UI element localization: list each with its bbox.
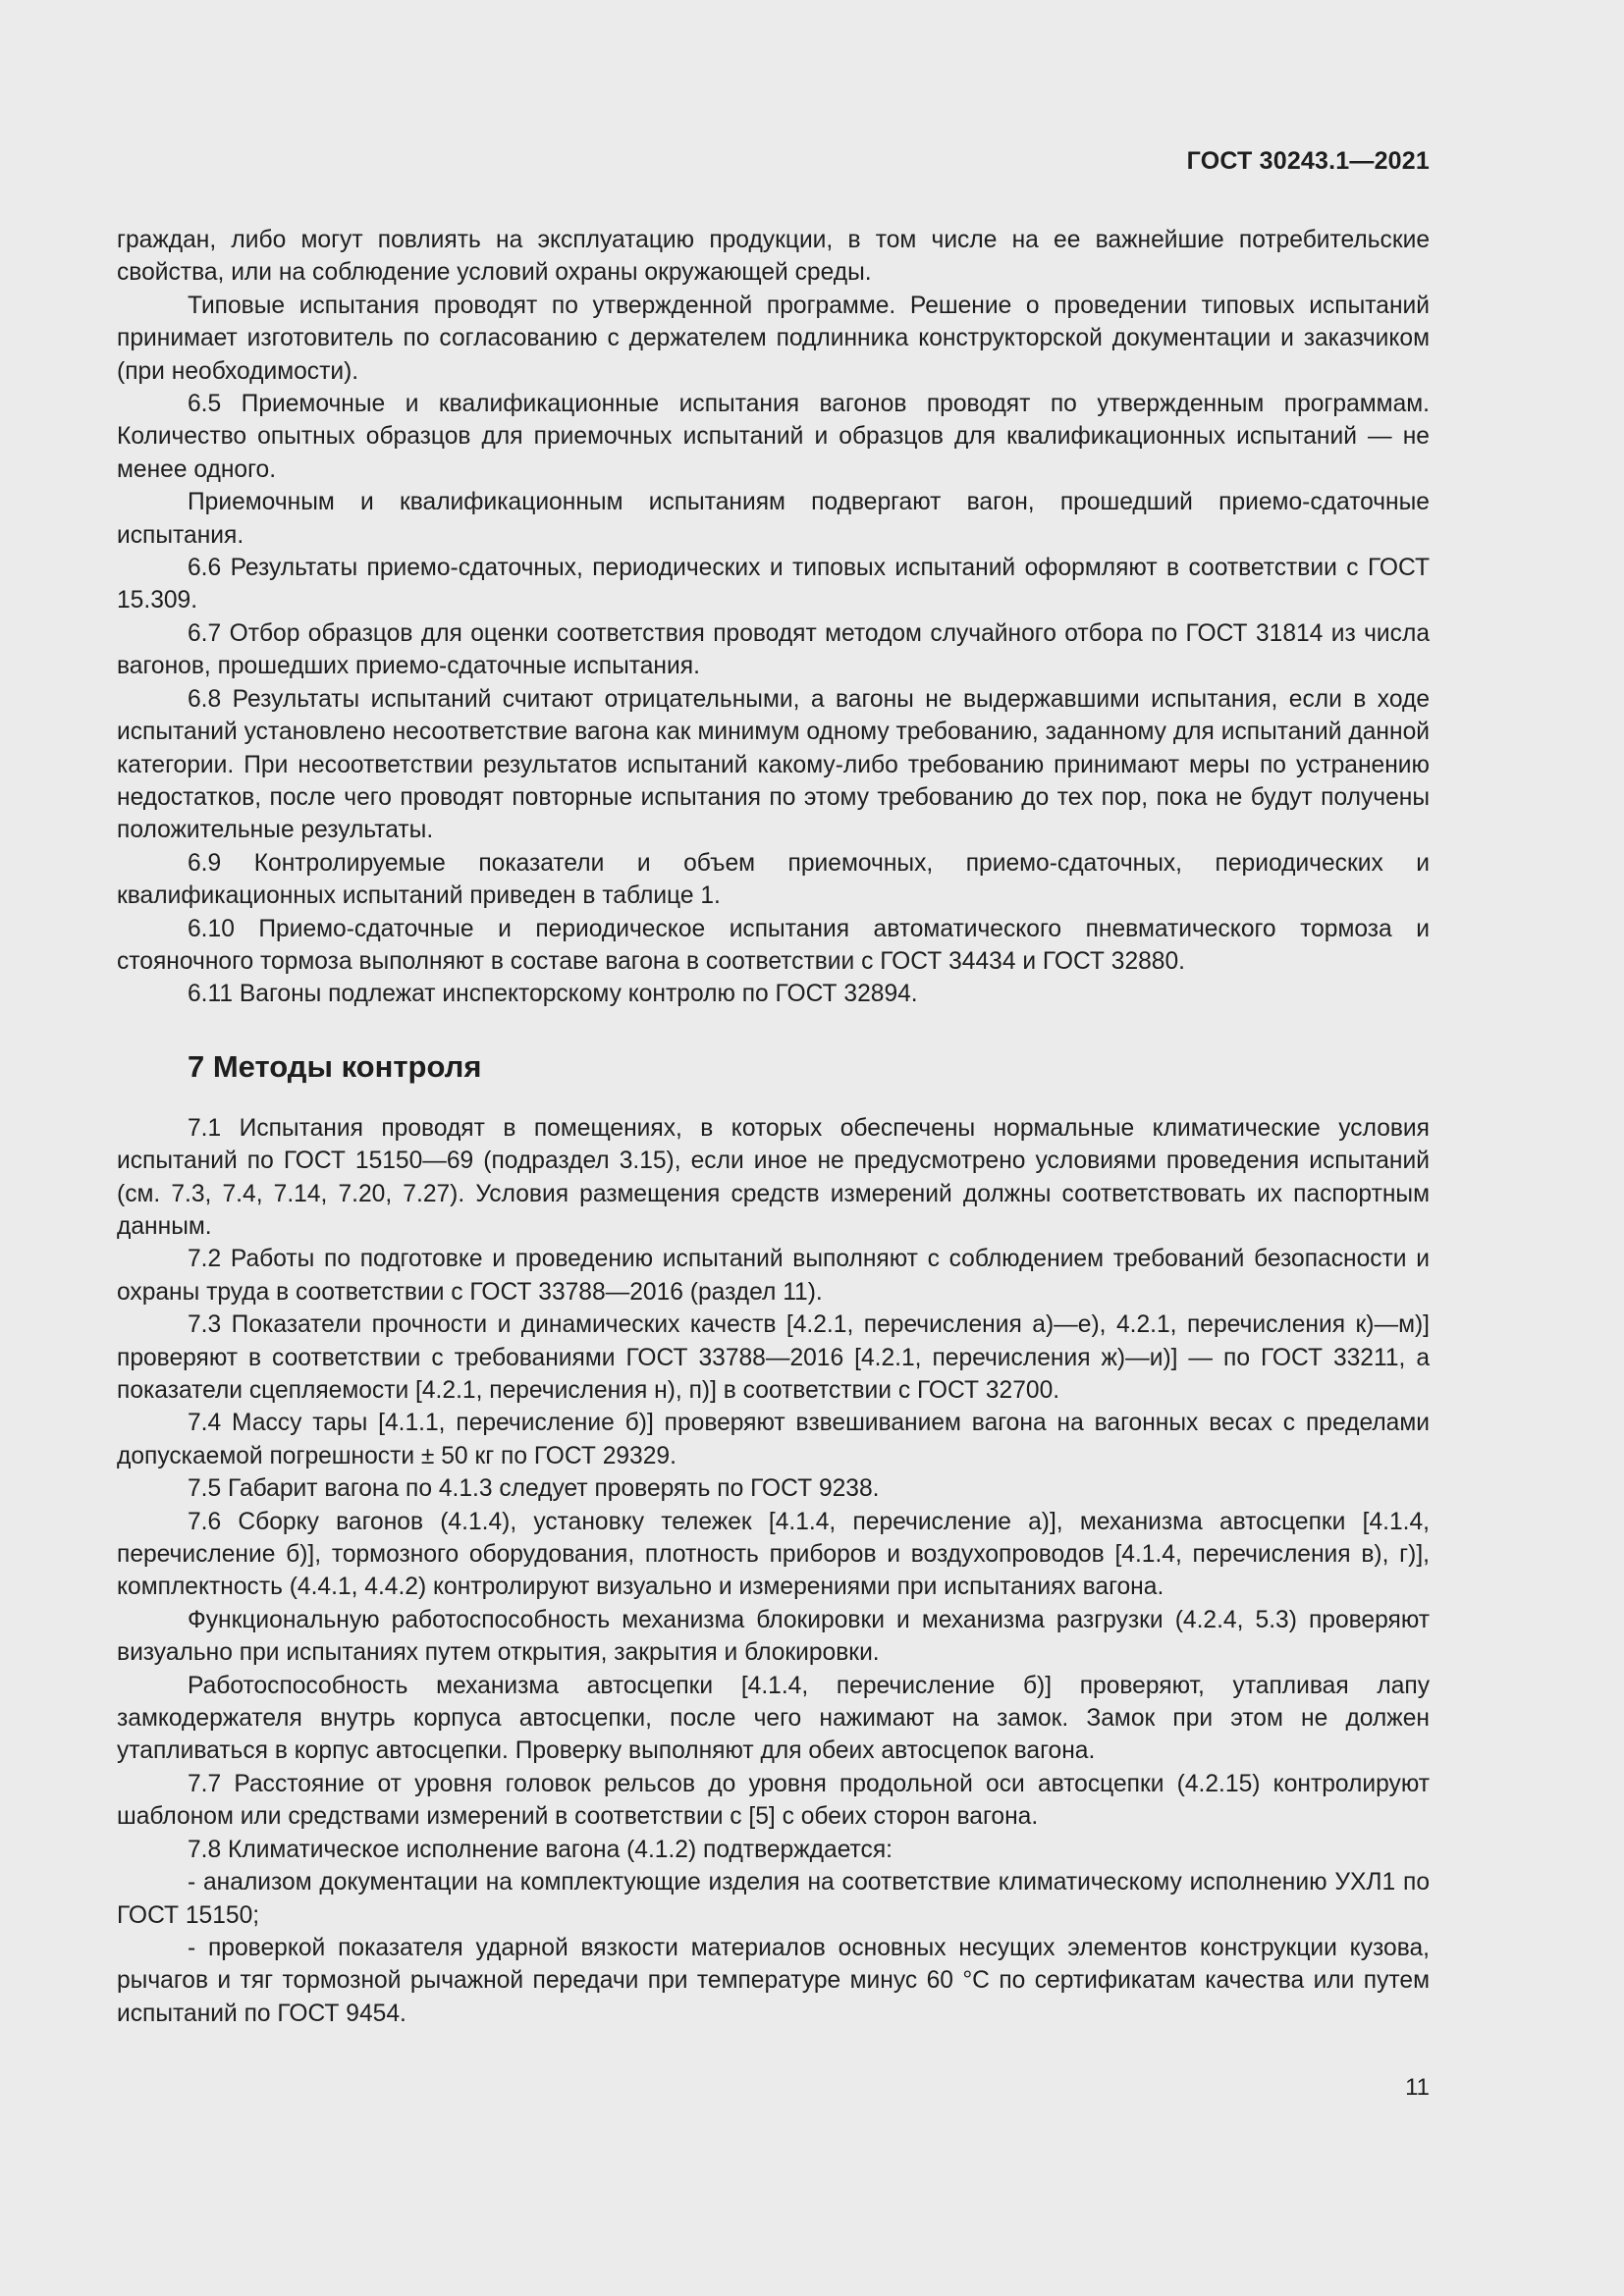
paragraph: - анализом документации на комплектующие изделия на соответствие климатическому исполнению УХЛ1 по ГОСТ 15150; bbox=[117, 1869, 1430, 1929]
paragraph: 7.4 Массу тары [4.1.1, перечисление б)] проверяют взвешиванием вагона на вагонных весах с пределами допускаемой погрешности ± 50 кг по ГОСТ 29329. bbox=[117, 1410, 1430, 1469]
page-content bbox=[117, 224, 1430, 2030]
paragraphs-after-section bbox=[117, 1112, 1430, 2030]
paragraph: Приемочным и квалификационным испытаниям подвергают вагон, прошедший приемо-сдаточные испытания. bbox=[117, 489, 1430, 549]
paragraph: 6.6 Результаты приемо-сдаточных, периодических и типовых испытаний оформляют в соответствии с ГОСТ 15.309. bbox=[117, 555, 1430, 614]
paragraph: Типовые испытания проводят по утвержденной программе. Решение о проведении типовых испытаний принимает изготовитель по согласованию с держателем подлинника конструкторской документации и заказчиком (при необходимости). bbox=[117, 292, 1430, 385]
section-title: 7 Методы контроля bbox=[188, 1048, 482, 1084]
paragraph: 7.2 Работы по подготовке и проведению испытаний выполняют с соблюдением требований безопасности и охраны труда в соответствии с ГОСТ 33788—2016 (раздел 11). bbox=[117, 1246, 1430, 1306]
paragraph: Функциональную работоспособность механизма блокировки и механизма разгрузки (4.2.4, 5.3) проверяют визуально при испытаниях путем открытия, закрытия и блокировки. bbox=[117, 1606, 1430, 1667]
paragraph: граждан, либо могут повлиять на эксплуатацию продукции, в том числе на ее важнейшие потребительские свойства, или на соблюдение условий охраны окружающей среды. bbox=[117, 227, 1430, 287]
page-number: 11 bbox=[1405, 2074, 1430, 2101]
paragraph: 6.11 Вагоны подлежат инспекторскому контролю по ГОСТ 32894. bbox=[188, 981, 918, 1008]
paragraph: 7.8 Климатическое исполнение вагона (4.1.2) подтверждается: bbox=[188, 1836, 893, 1863]
paragraph: 7.5 Габарит вагона по 4.1.3 следует проверять по ГОСТ 9238. bbox=[188, 1475, 880, 1503]
paragraph: 6.9 Контролируемые показатели и объем приемочных, приемо-сдаточных, периодических и квалификационных испытаний приведен в таблице 1. bbox=[117, 849, 1430, 910]
paragraph: 6.5 Приемочные и квалификационные испытания вагонов проводят по утвержденным программам. Количество опытных образцов для приемочных испытаний и образцов для квалификационных испытаний — не менее одного. bbox=[117, 391, 1430, 483]
paragraph: 7.6 Сборку вагонов (4.1.4), установку тележек [4.1.4, перечисление а)], механизма автосцепки [4.1.4, перечисление б)], тормозного оборудования, плотность приборов и воздухопроводов [4.1.4, перечисления в), г)], комплектность (4.4.1, 4.4.2) контролируют визуально и измерениями при испытаниях вагона. bbox=[117, 1508, 1430, 1601]
paragraph: 6.10 Приемо-сдаточные и периодическое испытания автоматического пневматического тормоза и стояночного тормоза выполняют в составе вагона в соответствии с ГОСТ 34434 и ГОСТ 32880. bbox=[117, 915, 1430, 975]
paragraphs-before-section bbox=[117, 224, 1430, 1011]
paragraph: 6.8 Результаты испытаний считают отрицательными, а вагоны не выдержавшими испытания, если в ходе испытаний установлено несоответствие вагона как минимум одному требованию, заданному для испытаний данной категории. При несоответствии результатов испытаний какому-либо требованию принимают меры по устранению недостатков, после чего проводят повторные испытания по этому требованию до тех пор, пока не будут получены положительные результаты. bbox=[117, 685, 1430, 844]
paragraph: - проверкой показателя ударной вязкости материалов основных несущих элементов конструкции кузова, рычагов и тяг тормозной рычажной передачи при температуре минус 60 °С по сертификатам качества или путем испытаний по ГОСТ 9454. bbox=[117, 1934, 1430, 2027]
paragraph: 6.7 Отбор образцов для оценки соответствия проводят методом случайного отбора по ГОСТ 31814 из числа вагонов, прошедших приемо-сдаточные испытания. bbox=[117, 619, 1430, 680]
document-header-id: ГОСТ 30243.1—2021 bbox=[1186, 147, 1430, 175]
paragraph: 7.7 Расстояние от уровня головок рельсов до уровня продольной оси автосцепки (4.2.15) контролируют шаблоном или средствами измерений в соответствии с [5] с обеих сторон вагона. bbox=[117, 1770, 1430, 1831]
paragraph: Работоспособность механизма автосцепки [4.1.4, перечисление б)] проверяют, утапливая лапу замкодержателя внутрь корпуса автосцепки, после чего нажимают на замок. Замок при этом не должен утапливаться в корпус автосцепки. Проверку выполняют для обеих автосцепок вагона. bbox=[117, 1672, 1430, 1765]
paragraph: 7.1 Испытания проводят в помещениях, в которых обеспечены нормальные климатические условия испытаний по ГОСТ 15150—69 (подраздел 3.15), если иное не предусмотрено условиями проведения испытаний (см. 7.3, 7.4, 7.14, 7.20, 7.27). Условия размещения средств измерений должны соответствовать их паспортным данным. bbox=[117, 1114, 1430, 1240]
paragraph: 7.3 Показатели прочности и динамических качеств [4.2.1, перечисления а)—е), 4.2.1, перечисления к)—м)] проверяют в соответствии с требованиями ГОСТ 33788—2016 [4.2.1, перечисления ж)—и)] — по ГОСТ 33211, а показатели сцепляемости [4.2.1, перечисления н), п)] в соответствии с ГОСТ 32700. bbox=[117, 1311, 1430, 1404]
